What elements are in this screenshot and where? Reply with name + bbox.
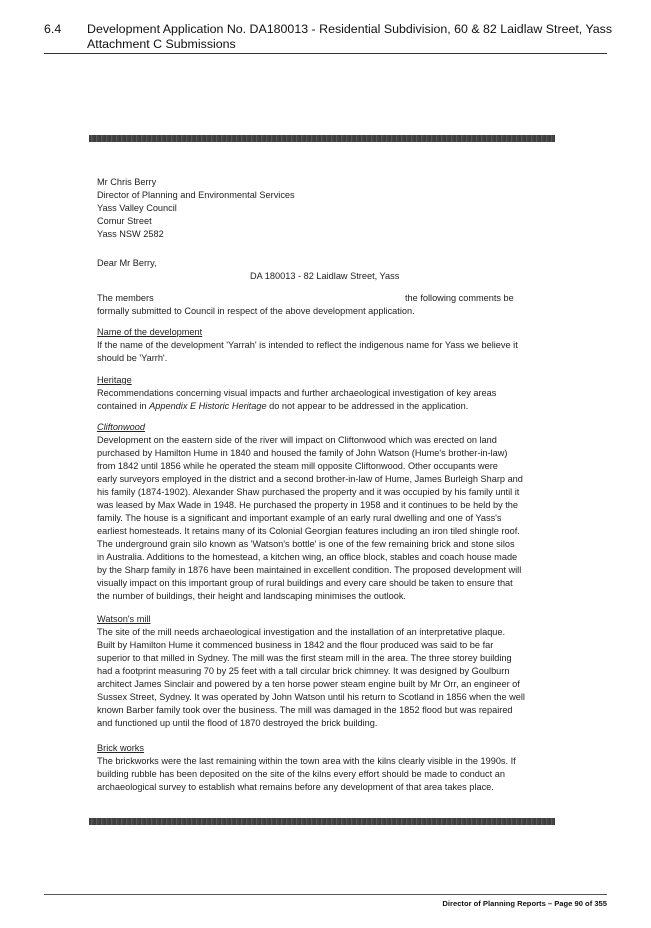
paragraph-line: Development on the eastern side of the river will impact on Cliftonwood which was erected on land [97, 435, 497, 445]
paragraph-line: archaeological survey to establish what remains before any development of that area takes place. [97, 782, 494, 792]
paragraph-line: architect James Sinclair and powered by a ten horse power steam engine built by Mr Orr, an engineer of [97, 679, 520, 689]
address-line: Mr Chris Berry [97, 177, 157, 187]
intro-line: formally submitted to Council in respect of the above development application. [97, 306, 415, 316]
paragraph-line: was leased by Max Wade in 1948. He purchased the property in 1958 and it continues to be held by the [97, 500, 519, 510]
address-line: Yass Valley Council [97, 203, 177, 213]
paragraph-line: by the Sharp family in 1876 have been maintained in excellent condition. The proposed development will [97, 565, 522, 575]
footer-divider [44, 894, 607, 895]
section-heading: Name of the development [97, 327, 203, 337]
paragraph-line: visually impact on this important group of rural buildings and every care should be taken to ensure that [97, 578, 513, 588]
intro-left: The members [97, 293, 154, 303]
address-line: Comur Street [97, 216, 152, 226]
paragraph-line: in Australia. Additions to the homestead, a kitchen wing, an office block, stables and coach house made [97, 552, 518, 562]
document-title: Development Application No. DA180013 - Residential Subdivision, 60 & 82 Laidlaw Street, Yass [87, 22, 613, 36]
intro-right: the following comments be [405, 293, 514, 303]
header-divider [44, 53, 607, 54]
section-heading: Cliftonwood [97, 422, 146, 432]
section-heading: Heritage [97, 375, 132, 385]
paragraph-line: the number of buildings, their height and landscaping minimises the outlook. [97, 591, 406, 601]
text-run: do not appear to be addressed in the application. [266, 401, 469, 411]
paragraph-line: purchased by Hamilton Hume in 1840 and housed the family of John Watson (Hume's brother-in-law) [97, 448, 508, 458]
paragraph-line: and functioned up until the flood of 1870 destroyed the brick building. [97, 718, 378, 728]
address-line: Yass NSW 2582 [97, 229, 164, 239]
paragraph-line: from 1842 until 1856 while he operated the steam mill opposite Cliftonwood. Other occupants were [97, 461, 498, 471]
paragraph-line: The brickworks were the last remaining within the town area with the kilns clearly visible in the 1990s. If [97, 756, 516, 766]
address-line: Director of Planning and Environmental Services [97, 190, 295, 200]
appendix-reference: Appendix E Historic Heritage [149, 401, 267, 411]
paragraph-line [97, 400, 468, 413]
redaction-bar-bottom [89, 818, 555, 825]
paragraph-line: early surveyors employed in the district and a second brother-in-law of Hume, James Burleigh Sharp and [97, 474, 523, 484]
text-run: contained in [97, 401, 150, 411]
salutation: Dear Mr Berry, [97, 258, 157, 268]
section-number: 6.4 [44, 22, 62, 36]
paragraph-line: Sussex Street, Sydney. It was operated by John Watson until his return to Scotland in 1856 when the well [97, 692, 525, 702]
page-footer: Director of Planning Reports – Page 90 of 355 [442, 899, 607, 908]
paragraph-line: The site of the mill needs archaeological investigation and the installation of an interpretative plaque. [97, 627, 506, 637]
document-subtitle: Attachment C Submissions [87, 37, 236, 51]
paragraph-line: Recommendations concerning visual impacts and further archaeological investigation of key areas [97, 388, 497, 398]
paragraph-line: Built by Hamilton Hume it commenced business in 1842 and the flour produced was said to be far [97, 640, 494, 650]
paragraph-line: building rubble has been deposited on the site of the kilns every effort should be made to conduct an [97, 769, 505, 779]
paragraph-line: The underground grain silo known as 'Watson's bottle' is one of the few remaining brick and stone silos [97, 539, 515, 549]
paragraph-line: should be 'Yarrh'. [97, 353, 168, 363]
section-heading: Brick works [97, 743, 144, 753]
paragraph-line: earliest homesteads. It retains many of its Colonial Georgian features including an iron tiled shingle roof. [97, 526, 520, 536]
paragraph-line: had a footprint measuring 70 by 25 feet with a tall circular brick chimney. It was designed by Goulburn [97, 666, 510, 676]
paragraph-line: known Barber family took over the business. The mill was damaged in the 1852 flood but was repaired [97, 705, 513, 715]
paragraph-line: superior to that milled in Sydney. The mill was the first steam mill in the area. The three storey building [97, 653, 512, 663]
redaction-bar-top [89, 135, 555, 142]
paragraph-line: family. The house is a significant and important example of an early rural dwelling and one of Yass's [97, 513, 502, 523]
paragraph-line: his family (1874-1902). Alexander Shaw purchased the property and it was occupied by his family until it [97, 487, 520, 497]
subject-line: DA 180013 - 82 Laidlaw Street, Yass [250, 271, 400, 281]
section-heading: Watson's mill [97, 614, 151, 624]
paragraph-line: If the name of the development 'Yarrah' is intended to reflect the indigenous name for Yass we believe it [97, 340, 518, 350]
